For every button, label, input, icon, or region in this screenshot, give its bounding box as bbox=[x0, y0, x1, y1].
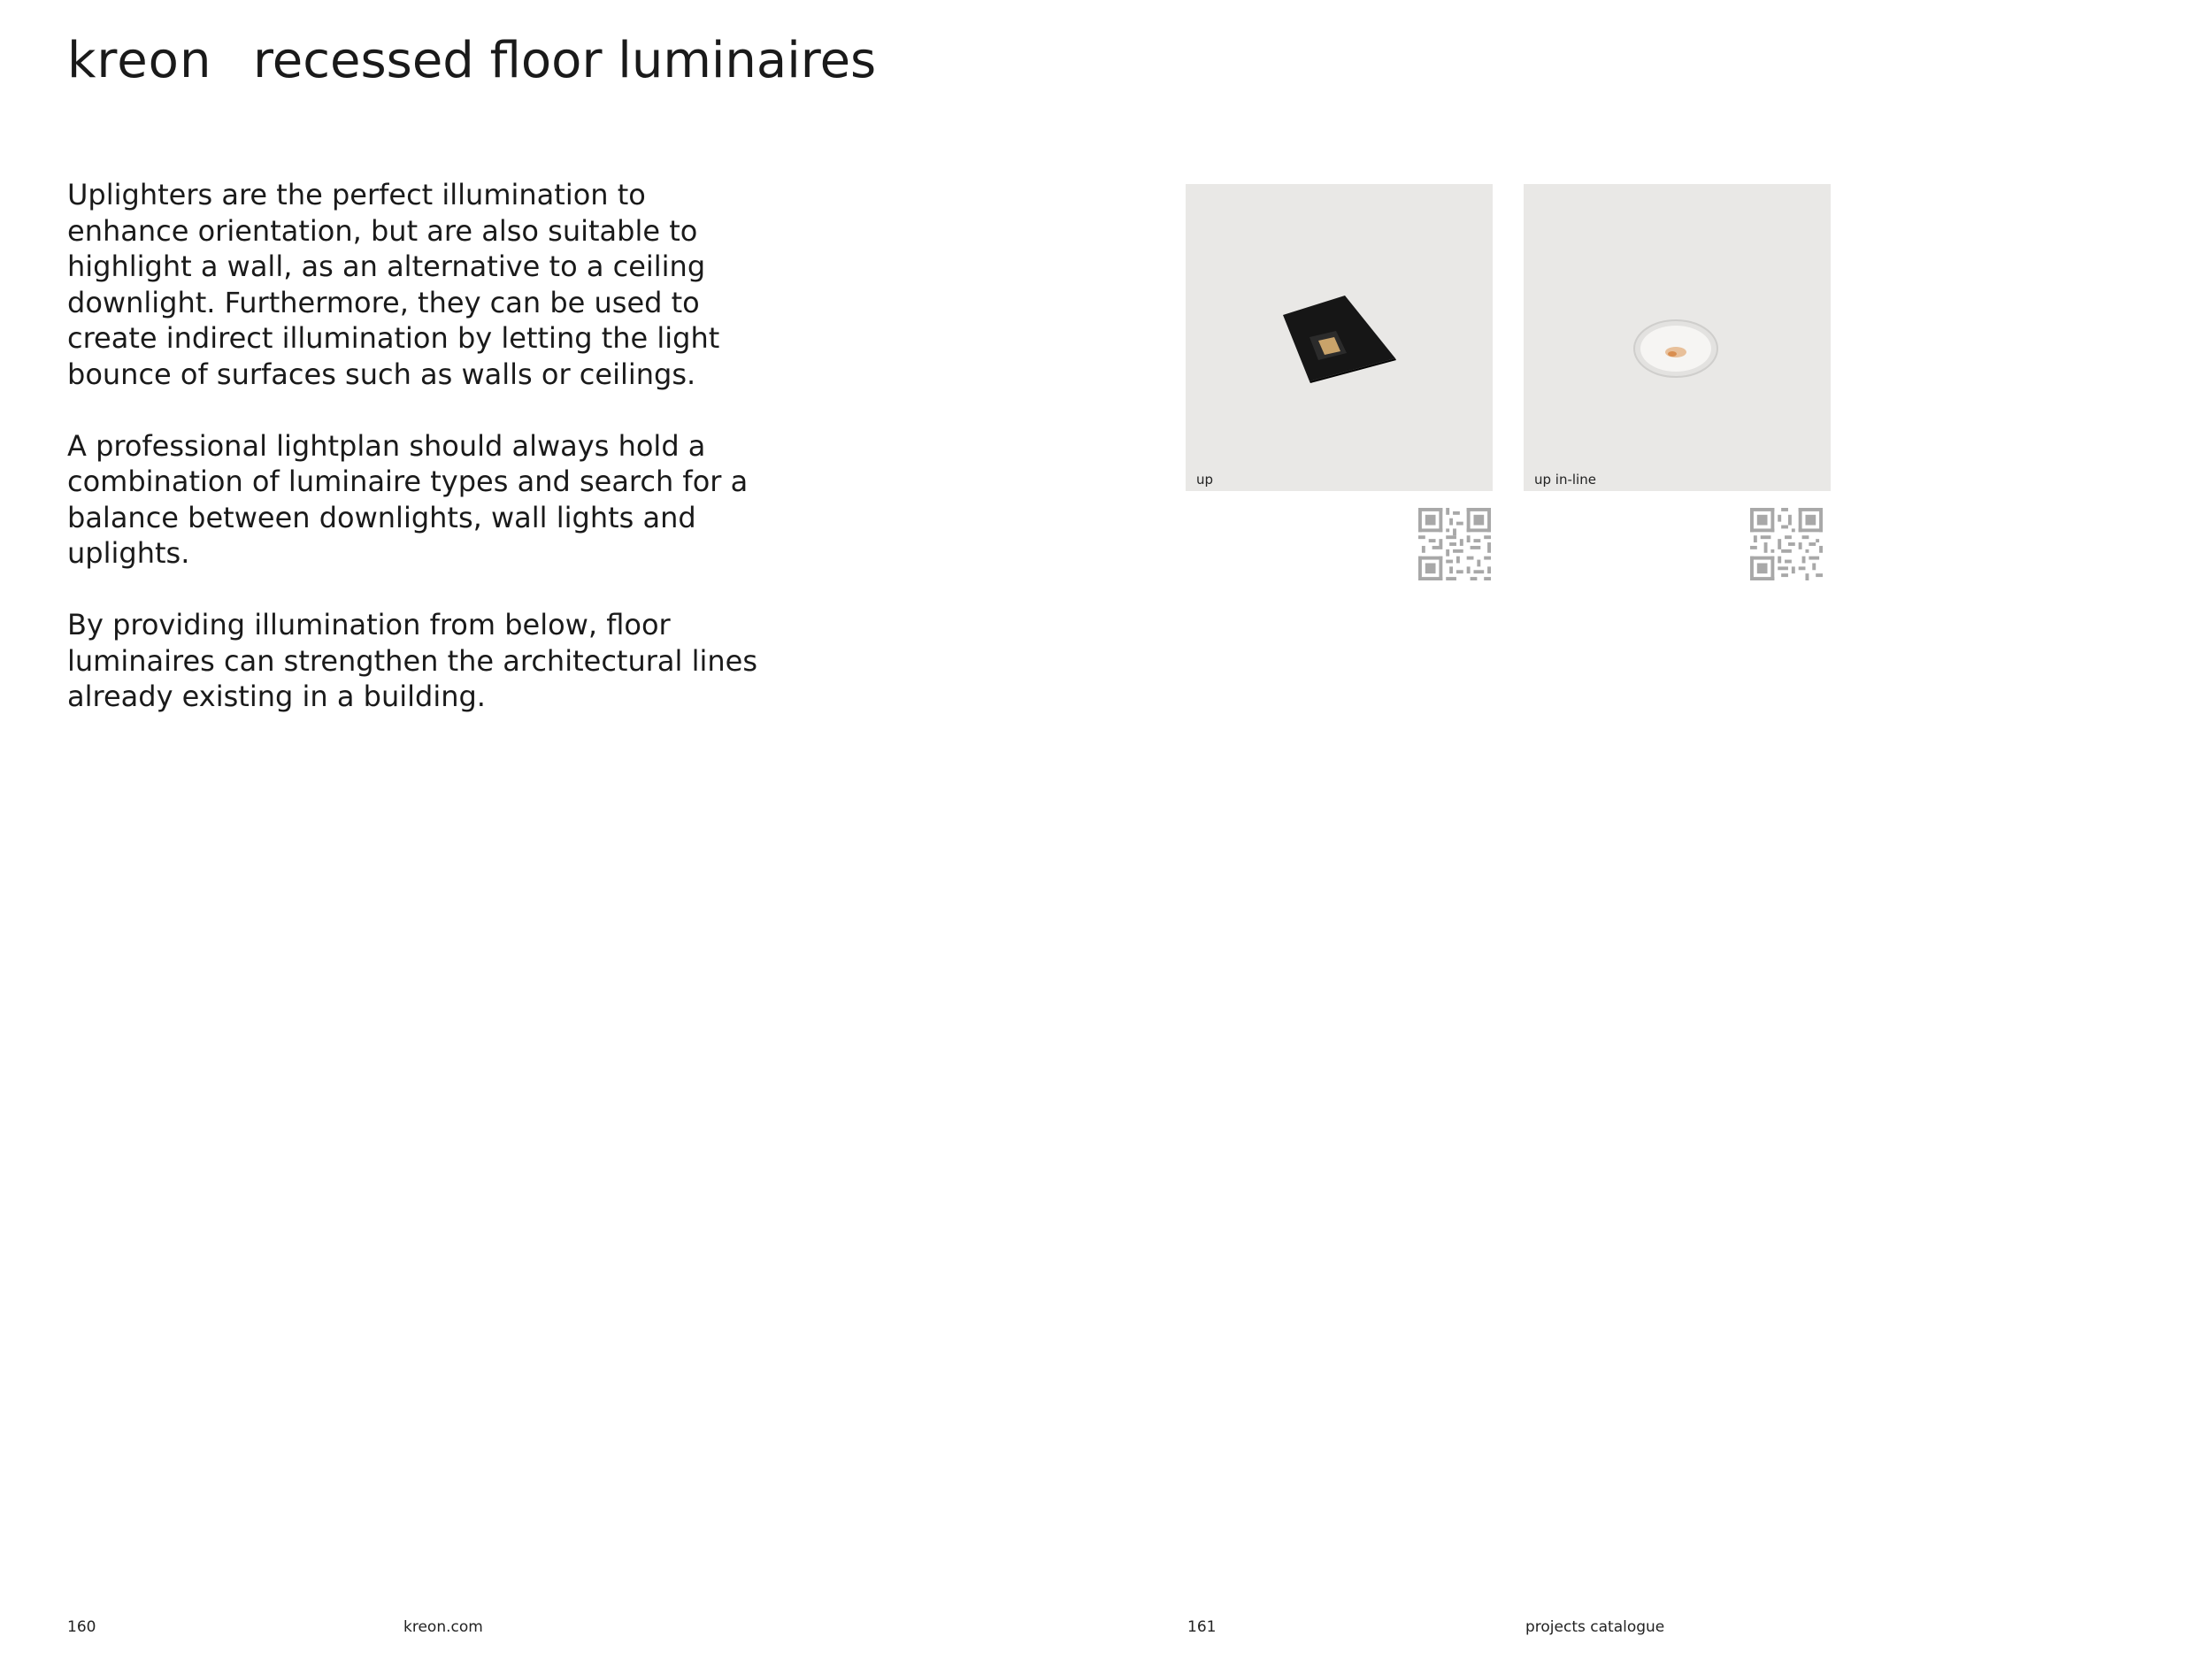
round-uplight-icon bbox=[1524, 184, 1831, 491]
intro-paragraph: Uplighters are the perfect illumination to enhance orientation, but are also suitable to highlight a wall, as an alternative to a ceiling downlight. Furthermore, they can be used to create indirect illumination by letting the light bounce of surfaces such as walls or ceilings. bbox=[67, 178, 720, 391]
brand-logo: kreon bbox=[67, 32, 212, 89]
square-uplight-icon bbox=[1186, 184, 1493, 491]
qr-code-icon[interactable] bbox=[1750, 508, 1823, 580]
product-label: up bbox=[1196, 472, 1214, 488]
intro-text bbox=[67, 177, 757, 750]
product-label: up in-line bbox=[1534, 472, 1596, 488]
qr-code-icon[interactable] bbox=[1418, 508, 1491, 580]
page-title: recessed floor luminaires bbox=[253, 32, 877, 89]
footer-catalogue-title: projects catalogue bbox=[1525, 1618, 1665, 1636]
footer-website[interactable]: kreon.com bbox=[403, 1618, 483, 1636]
page-number-left: 160 bbox=[67, 1618, 96, 1636]
product-card-up-in-line[interactable] bbox=[1524, 184, 1831, 491]
intro-paragraph: By providing illumination from below, floor luminaires can strengthen the architectural lines already existing in a building. bbox=[67, 608, 757, 713]
product-card-up[interactable] bbox=[1186, 184, 1493, 491]
intro-paragraph: A professional lightplan should always hold a combination of luminaire types and search for a balance between downlights, wall lights and uplights. bbox=[67, 428, 749, 570]
page-number-right: 161 bbox=[1187, 1618, 1217, 1636]
